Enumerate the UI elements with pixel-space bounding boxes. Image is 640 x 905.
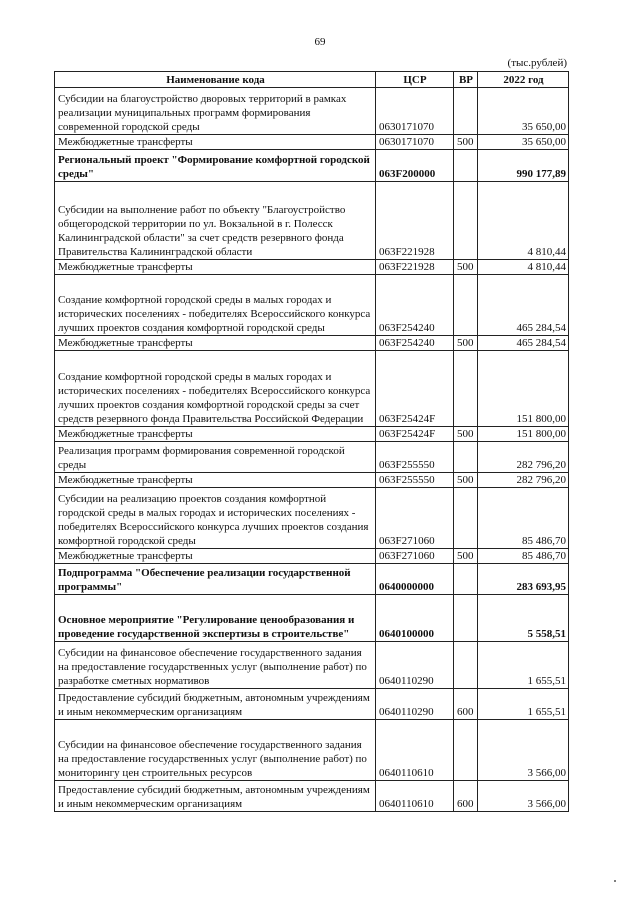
row-csr: 063F25424F: [376, 427, 454, 442]
table-row: [55, 720, 569, 781]
row-sum: 990 177,89: [478, 150, 569, 182]
row-vr: 500: [454, 427, 478, 442]
row-name: Региональный проект "Формирование комфортной городской среды": [55, 150, 376, 182]
table-row: [55, 564, 569, 595]
row-vr: [454, 275, 478, 336]
row-vr: [454, 182, 478, 260]
table-row: [55, 642, 569, 689]
row-csr: 063F221928: [376, 182, 454, 260]
table-row: [55, 473, 569, 488]
row-sum: 465 284,54: [478, 336, 569, 351]
row-vr: [454, 642, 478, 689]
row-name: Межбюджетные трансферты: [55, 135, 376, 150]
header-vr: ВР: [454, 72, 478, 88]
row-name: Межбюджетные трансферты: [55, 427, 376, 442]
row-sum: 4 810,44: [478, 260, 569, 275]
row-csr: 063F254240: [376, 336, 454, 351]
row-sum: 151 800,00: [478, 427, 569, 442]
row-csr: 063F221928: [376, 260, 454, 275]
table-row: [55, 336, 569, 351]
row-csr: 063F25424F: [376, 351, 454, 427]
row-vr: [454, 88, 478, 135]
row-vr: [454, 720, 478, 781]
table-row: [55, 549, 569, 564]
row-csr: 0630171070: [376, 135, 454, 150]
row-sum: 35 650,00: [478, 88, 569, 135]
table-row: [55, 689, 569, 720]
row-name: Межбюджетные трансферты: [55, 549, 376, 564]
table-row: [55, 595, 569, 642]
row-name: Субсидии на финансовое обеспечение государственного задания на предоставление государственных услуг (выполнение работ) по мониторингу цен строительных ресурсов: [55, 720, 376, 781]
row-csr: 0640000000: [376, 564, 454, 595]
row-vr: [454, 150, 478, 182]
table-row: [55, 135, 569, 150]
row-sum: 85 486,70: [478, 488, 569, 549]
row-sum: 282 796,20: [478, 442, 569, 473]
row-vr: 500: [454, 260, 478, 275]
row-name: Межбюджетные трансферты: [55, 473, 376, 488]
row-name: Предоставление субсидий бюджетным, автономным учреждениям и иным некоммерческим организациям: [55, 689, 376, 720]
row-name: Межбюджетные трансферты: [55, 336, 376, 351]
row-sum: 1 655,51: [478, 642, 569, 689]
row-sum: 282 796,20: [478, 473, 569, 488]
table-row: [55, 275, 569, 336]
row-csr: 0640110610: [376, 781, 454, 812]
row-csr: 063F200000: [376, 150, 454, 182]
row-name: Создание комфортной городской среды в малых городах и исторических поселениях - победителях Всероссийского конкурса лучших проектов создания комфортной городской среды: [55, 275, 376, 336]
table-header-row: [55, 72, 569, 88]
row-csr: 063F255550: [376, 473, 454, 488]
page-number: 69: [314, 36, 326, 48]
row-name: Реализация программ формирования современной городской среды: [55, 442, 376, 473]
row-csr: 0640100000: [376, 595, 454, 642]
units-label: (тыс.рублей): [507, 57, 567, 69]
header-sum: 2022 год: [478, 72, 569, 88]
row-vr: 500: [454, 135, 478, 150]
row-vr: 500: [454, 336, 478, 351]
budget-table: [54, 71, 569, 812]
row-csr: 063F254240: [376, 275, 454, 336]
table-row: [55, 88, 569, 135]
table-row: [55, 442, 569, 473]
row-sum: 5 558,51: [478, 595, 569, 642]
row-vr: [454, 488, 478, 549]
row-vr: [454, 595, 478, 642]
row-vr: 600: [454, 781, 478, 812]
row-sum: 85 486,70: [478, 549, 569, 564]
row-name: Создание комфортной городской среды в малых городах и исторических поселениях - победителях Всероссийского конкурса лучших проектов создания комфортной городской среды за счет средств резервного фонда Правительства Российской Федерации: [55, 351, 376, 427]
table-row: [55, 351, 569, 427]
row-name: Субсидии на реализацию проектов создания комфортной городской среды в малых городах и исторических поселениях - победителях Всероссийского конкурса лучших проектов создания комфортной городской среды: [55, 488, 376, 549]
header-csr: ЦСР: [376, 72, 454, 88]
table-row: [55, 150, 569, 182]
row-sum: 35 650,00: [478, 135, 569, 150]
row-csr: 0630171070: [376, 88, 454, 135]
row-sum: 465 284,54: [478, 275, 569, 336]
header-name: Наименование кода: [55, 72, 376, 88]
row-vr: 500: [454, 549, 478, 564]
row-name: Субсидии на благоустройство дворовых территорий в рамках реализации муниципальных программ формирования современной городской среды: [55, 88, 376, 135]
row-csr: 063F271060: [376, 488, 454, 549]
row-name: Подпрограмма "Обеспечение реализации государственной программы": [55, 564, 376, 595]
scan-dot: [614, 880, 616, 882]
row-vr: 600: [454, 689, 478, 720]
table-row: [55, 488, 569, 549]
table-row: [55, 182, 569, 260]
row-name: Предоставление субсидий бюджетным, автономным учреждениям и иным некоммерческим организациям: [55, 781, 376, 812]
table-row: [55, 427, 569, 442]
table-row: [55, 260, 569, 275]
row-name: Субсидии на финансовое обеспечение государственного задания на предоставление государственных услуг (выполнение работ) по разработке сметных нормативов: [55, 642, 376, 689]
table-row: [55, 781, 569, 812]
row-name: Межбюджетные трансферты: [55, 260, 376, 275]
row-sum: 283 693,95: [478, 564, 569, 595]
row-name: Субсидии на выполнение работ по объекту "Благоустройство общегородской территории по ул. Вокзальной в г. Полесск Калининградской области" за счет средств резервного фонда Правительства Калининградской области: [55, 182, 376, 260]
row-csr: 0640110610: [376, 720, 454, 781]
row-sum: 4 810,44: [478, 182, 569, 260]
row-vr: [454, 351, 478, 427]
row-sum: 3 566,00: [478, 720, 569, 781]
row-sum: 1 655,51: [478, 689, 569, 720]
row-vr: 500: [454, 473, 478, 488]
row-sum: 3 566,00: [478, 781, 569, 812]
row-name: Основное мероприятие "Регулирование ценообразования и проведение государственной экспертизы в строительстве": [55, 595, 376, 642]
row-csr: 0640110290: [376, 689, 454, 720]
row-csr: 063F255550: [376, 442, 454, 473]
row-sum: 151 800,00: [478, 351, 569, 427]
row-vr: [454, 442, 478, 473]
row-vr: [454, 564, 478, 595]
row-csr: 0640110290: [376, 642, 454, 689]
row-csr: 063F271060: [376, 549, 454, 564]
